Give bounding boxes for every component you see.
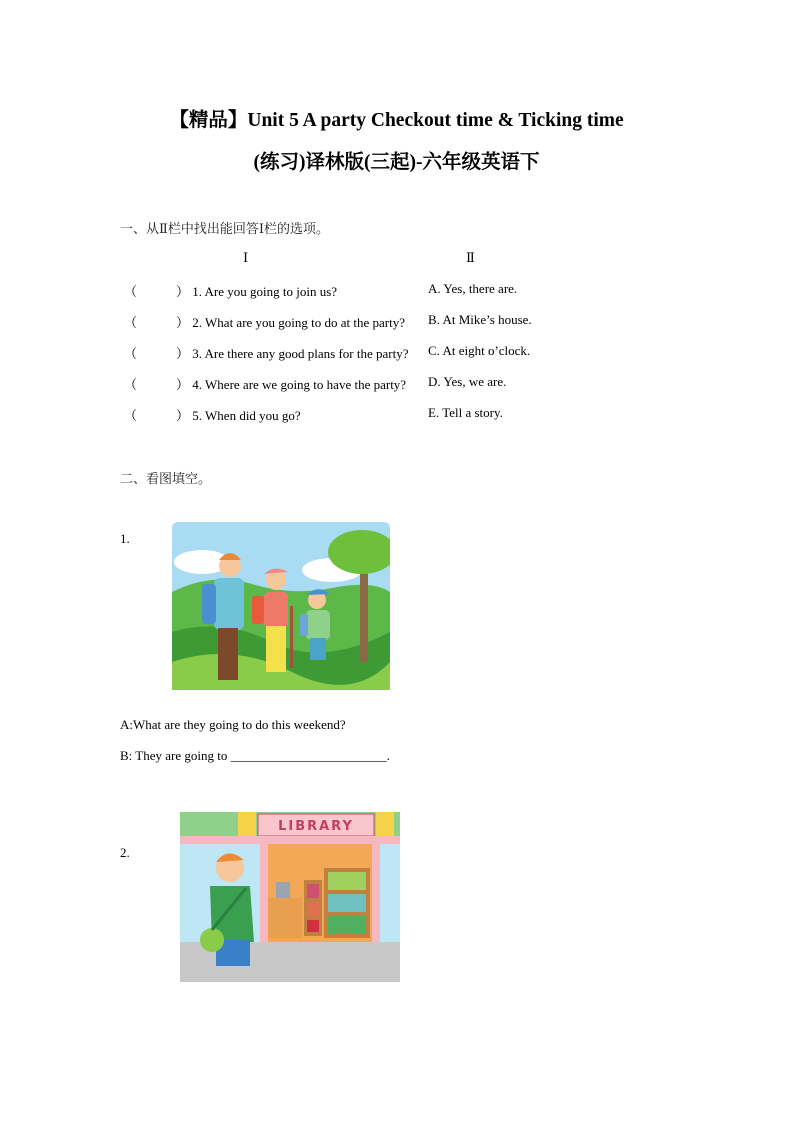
answer-blank-open[interactable]: （ <box>124 408 138 423</box>
section-2-heading: 二、看图填空。 <box>120 472 212 487</box>
hiking-scene-icon <box>172 522 390 690</box>
answer-blank-open[interactable]: （ <box>124 377 138 392</box>
answer-blank-close: ） <box>176 284 190 299</box>
dialogue-line-a: A:What are they going to do this weekend? <box>120 717 346 732</box>
question-row <box>124 343 409 362</box>
item-number: 1. <box>120 531 130 546</box>
answer-blank-close: ） <box>176 408 190 423</box>
dialogue-line-b-fill-blank[interactable]: B: They are going to ________________________. <box>120 748 390 763</box>
answer-option: D. Yes, we are. <box>428 374 507 389</box>
question-text: 4. Where are we going to have the party? <box>192 377 407 392</box>
answer-blank-close: ） <box>176 377 190 392</box>
item-number: 2. <box>120 845 130 860</box>
answer-blank-open[interactable]: （ <box>124 284 138 299</box>
question-row <box>124 281 337 300</box>
answer-option: A. Yes, there are. <box>428 281 518 296</box>
boy-walking-to-library-illustration <box>180 812 400 982</box>
answer-option: E. Tell a story. <box>428 405 503 420</box>
answer-blank-close: ） <box>176 315 190 330</box>
question-row <box>124 312 405 331</box>
question-text: 2. What are you going to do at the party? <box>192 315 406 330</box>
answer-blank-open[interactable]: （ <box>124 346 138 361</box>
document-title-line-1: 【精品】Unit 5 A party Checkout time & Ticking time <box>169 110 624 131</box>
section-1-heading: 一、从Ⅱ栏中找出能回答Ⅰ栏的选项。 <box>120 222 329 237</box>
question-text: 1. Are you going to join us? <box>192 284 338 299</box>
question-row <box>124 405 301 424</box>
document-title-line-2: (练习)译林版(三起)-六年级英语下 <box>253 152 540 173</box>
answer-blank-open[interactable]: （ <box>124 315 138 330</box>
answer-option: C. At eight o’clock. <box>428 343 531 358</box>
column-1-header: Ⅰ <box>243 250 249 265</box>
question-text: 3. Are there any good plans for the party? <box>192 346 409 361</box>
family-hiking-illustration <box>172 522 390 690</box>
library-sign-text: LIBRARY <box>278 819 354 834</box>
column-2-header: Ⅱ <box>466 250 475 265</box>
answer-option: B. At Mike’s house. <box>428 312 532 327</box>
question-row <box>124 374 406 393</box>
answer-blank-close: ） <box>176 346 190 361</box>
library-scene-icon <box>180 812 400 982</box>
question-text: 5. When did you go? <box>192 408 301 423</box>
